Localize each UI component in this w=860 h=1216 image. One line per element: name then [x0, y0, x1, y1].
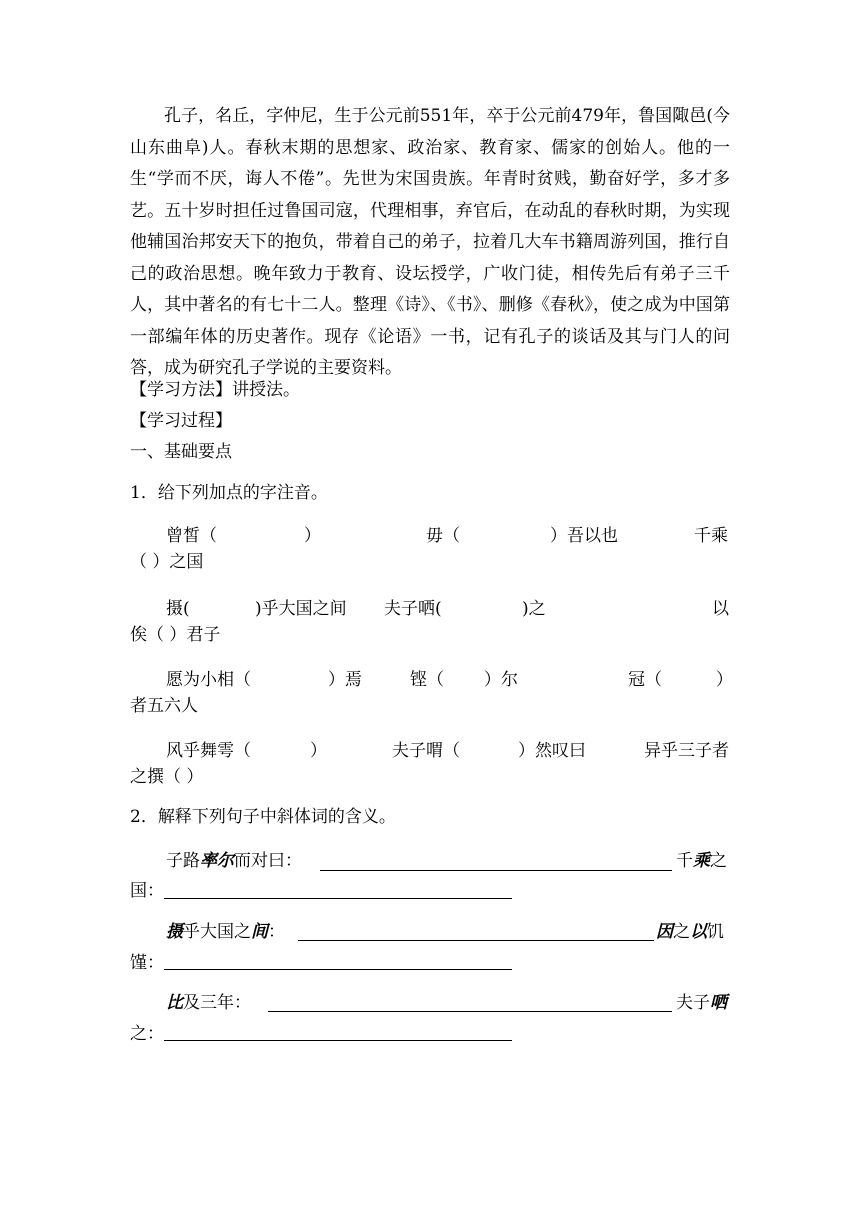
q2-item-5 [166, 992, 251, 1014]
pinyin-item: 愿为小相（ [166, 670, 251, 690]
study-method: 【学习方法】讲授法。 [130, 380, 300, 400]
q2-item-6-cont: 之： [130, 1024, 164, 1044]
q2-item-3 [166, 921, 285, 943]
q2-item-2 [676, 850, 727, 872]
pinyin-item: ） [310, 741, 327, 761]
answer-blank[interactable] [320, 870, 672, 871]
pinyin-item: 夫子哂( [384, 599, 442, 619]
pinyin-row-2-cont: 俟（ ）君子 [130, 625, 221, 645]
intro-text: 孔子，名丘，字仲尼，生于公元前551年，卒于公元前479年，鲁国陬邑(今山东曲阜)人。春秋末期的思想家、政治家、教育家、儒家的创始人。他的一生“学而不厌，诲人不倦”。先世为宋国贵族。年青时贫贱，勤奋好学，多才多艺。五十岁时担任过鲁国司寇，代理相事，弃官后，在动乱的春秋时期，为实现他辅国治邦安天下的抱负，带着自己的弟子，拉着几大车书籍周游列国，推行自己的政治思想。晚年致力于教育、设坛授学，广收门徒，相传先后有弟子三千人，其中著名的有七十二人。整理《诗》、《书》、删修《春秋》，使之成为中国第一部编年体的历史著作。现存《论语》一书，记有孔子的谈话及其与门人的问答，成为研究孔子学说的主要资料。 [130, 106, 730, 378]
pinyin-item: 异乎三子者 [644, 741, 729, 761]
q2-text: 饥 [707, 922, 724, 942]
q2-item-4-cont: 馑： [130, 953, 164, 973]
confucius-intro-paragraph [130, 101, 730, 385]
pinyin-item: )乎大国之间 [255, 599, 347, 619]
q2-text: 千 [676, 851, 693, 871]
pinyin-row-4-cont: 之撰（ ） [130, 767, 204, 787]
q2-item-6 [676, 992, 727, 1014]
study-process-heading: 【学习过程】 [130, 411, 232, 431]
pinyin-row-2 [130, 594, 730, 619]
section-basic-points: 一、基础要点 [130, 442, 232, 462]
q2-keyword: 哂 [710, 993, 727, 1013]
pinyin-row-1-cont: （ ）之国 [130, 552, 204, 572]
answer-blank[interactable] [164, 969, 512, 970]
pinyin-item: ） [304, 526, 321, 546]
q2-text: 之 [673, 922, 690, 942]
question-1-title: 1．给下列加点的字注音。 [130, 483, 328, 503]
q2-item-2-cont: 国： [130, 881, 164, 901]
q2-text: 夫子 [676, 993, 710, 1013]
pinyin-item: 曾皙（ [166, 526, 217, 546]
q2-keyword: 乘 [693, 851, 710, 871]
answer-blank[interactable] [268, 1011, 672, 1012]
pinyin-item: 冠（ [628, 670, 662, 690]
q2-keyword: 以 [690, 922, 707, 942]
pinyin-item: ）然叹曰 [518, 741, 586, 761]
pinyin-item: ）吾以也 [550, 526, 618, 546]
q2-text: 而对曰： [234, 851, 302, 871]
pinyin-item: ） [716, 670, 733, 690]
q2-text: ： [268, 922, 285, 942]
q2-item-4 [656, 921, 724, 943]
q2-text: 之 [710, 851, 727, 871]
pinyin-item: 以 [712, 599, 729, 619]
q2-keyword: 率尔 [200, 851, 234, 871]
pinyin-row-3-cont: 者五六人 [130, 696, 198, 716]
answer-blank[interactable] [164, 1040, 512, 1041]
pinyin-item: )之 [522, 599, 546, 619]
question-2-title: 2．解释下列句子中斜体词的含义。 [130, 807, 396, 827]
answer-blank[interactable] [164, 898, 512, 899]
q2-text: 子路 [166, 851, 200, 871]
pinyin-item: 毋（ [426, 526, 460, 546]
pinyin-item: 摄( [166, 599, 190, 619]
pinyin-row-1 [130, 521, 730, 546]
q2-item-1 [166, 850, 302, 872]
pinyin-row-3 [130, 665, 733, 690]
pinyin-item: 铿（ [410, 670, 444, 690]
pinyin-item: 风乎舞雩（ [166, 741, 251, 761]
pinyin-item: ）尔 [484, 670, 518, 690]
pinyin-item: ）焉 [328, 670, 362, 690]
q2-keyword: 摄 [166, 922, 183, 942]
q2-text: 乎大国之 [183, 922, 251, 942]
pinyin-item: 千乘 [694, 526, 728, 546]
q2-keyword: 因 [656, 922, 673, 942]
q2-keyword: 比 [166, 993, 183, 1013]
q2-text: 及三年： [183, 993, 251, 1013]
pinyin-item: 夫子喟（ [392, 741, 460, 761]
answer-blank[interactable] [298, 940, 654, 941]
pinyin-row-4 [130, 736, 730, 761]
q2-keyword: 间 [251, 922, 268, 942]
